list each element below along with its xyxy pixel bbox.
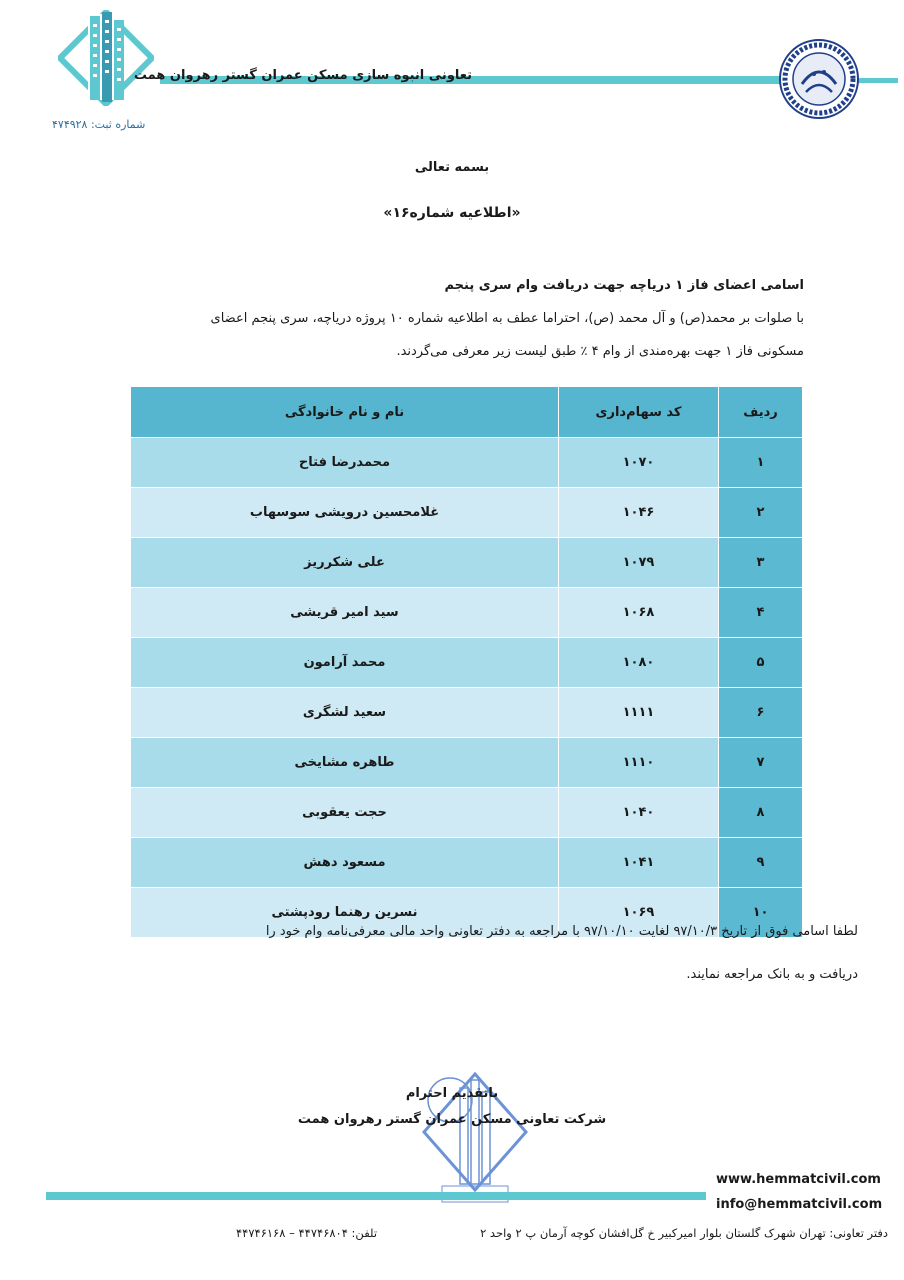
row-index: ۷ bbox=[719, 738, 803, 788]
intro-paragraph-line1: با صلوات بر محمد(ص) و آل محمد (ص)، احتراما عطف به اطلاعیه شماره ۱۰ پروژه دریاچه، سری پنجم اعضای bbox=[210, 311, 804, 326]
row-index: ۲ bbox=[719, 488, 803, 538]
row-name: سعید لشگری bbox=[131, 688, 559, 738]
row-code: ۱۰۷۹ bbox=[559, 538, 719, 588]
members-table bbox=[130, 387, 803, 938]
row-code: ۱۰۴۰ bbox=[559, 788, 719, 838]
table-row bbox=[131, 688, 803, 738]
row-index: ۶ bbox=[719, 688, 803, 738]
header-code: کد سهام‌داری bbox=[559, 387, 719, 438]
notice-subject: اسامی اعضای فاز ۱ دریاچه جهت دریافت وام سری پنجم bbox=[444, 278, 804, 293]
row-index: ۴ bbox=[719, 588, 803, 638]
table-row bbox=[131, 638, 803, 688]
website-link[interactable]: www.hemmatcivil.com bbox=[716, 1172, 881, 1187]
cooperative-logo-icon bbox=[58, 10, 154, 106]
table-row bbox=[131, 538, 803, 588]
row-index: ۵ bbox=[719, 638, 803, 688]
bismillah-heading: بسمه تعالی bbox=[414, 160, 490, 175]
table-row bbox=[131, 438, 803, 488]
registration-number: شماره ثبت: ۴۷۴۹۲۸ bbox=[52, 118, 146, 131]
signatory-company: شرکت تعاونی مسکن عمران گستر رهروان همت bbox=[297, 1112, 607, 1127]
row-code: ۱۰۴۱ bbox=[559, 838, 719, 888]
office-address: دفتر تعاونی: تهران شهرک گلستان بلوار امیرکبیر خ گل‌افشان کوچه آرمان پ ۲ واحد ۲ bbox=[480, 1226, 888, 1240]
email-link[interactable]: info@hemmatcivil.com bbox=[716, 1197, 883, 1212]
intro-paragraph-line2: مسکونی فاز ۱ جهت بهره‌مندی از وام ۴ ٪ طبق لیست زیر معرفی می‌گردند. bbox=[396, 344, 804, 359]
row-name: نسرین رهنما رودپشتی bbox=[131, 888, 559, 938]
table-row bbox=[131, 488, 803, 538]
row-index: ۳ bbox=[719, 538, 803, 588]
row-index: ۱ bbox=[719, 438, 803, 488]
row-name: طاهره مشایخی bbox=[131, 738, 559, 788]
row-name: محمد آرامون bbox=[131, 638, 559, 688]
phone-numbers: تلفن: ۴۴۷۴۶۸۰۴ – ۴۴۷۴۶۱۶۸ bbox=[236, 1226, 378, 1240]
regards-text: باتقدیم احترام bbox=[405, 1086, 499, 1101]
row-index: ۱۰ bbox=[719, 888, 803, 938]
table-row bbox=[131, 838, 803, 888]
row-name: سید امیر قریشی bbox=[131, 588, 559, 638]
row-code: ۱۰۴۶ bbox=[559, 488, 719, 538]
row-index: ۸ bbox=[719, 788, 803, 838]
row-name: مسعود دهش bbox=[131, 838, 559, 888]
row-name: محمدرضا فتاح bbox=[131, 438, 559, 488]
row-code: ۱۱۱۱ bbox=[559, 688, 719, 738]
table-row bbox=[131, 588, 803, 638]
row-name: علی شکرریز bbox=[131, 538, 559, 588]
company-title: تعاونی انبوه سازی مسکن عمران گستر رهروان همت bbox=[133, 68, 472, 83]
table-row bbox=[131, 738, 803, 788]
table-row bbox=[131, 788, 803, 838]
row-code: ۱۰۶۸ bbox=[559, 588, 719, 638]
header-index: ردیف bbox=[719, 387, 803, 438]
row-index: ۹ bbox=[719, 838, 803, 888]
row-code: ۱۰۷۰ bbox=[559, 438, 719, 488]
row-code: ۱۰۶۹ bbox=[559, 888, 719, 938]
header-name: نام و نام خانوادگی bbox=[131, 387, 559, 438]
closing-paragraph-line1: لطفا اسامی فوق از تاریخ ۹۷/۱۰/۳ لغایت ۹۷/۱۰/۱۰ با مراجعه به دفتر تعاونی واحد مالی معرفی‌نامه وام خود را bbox=[265, 924, 858, 939]
table-header-row bbox=[131, 387, 803, 438]
closing-paragraph-line2: دریافت و به بانک مراجعه نمایند. bbox=[686, 967, 858, 982]
notice-title: «اطلاعیه شماره۱۶» bbox=[383, 205, 521, 221]
row-name: غلامحسین درویشی سوسهاب bbox=[131, 488, 559, 538]
row-name: حجت یعقوبی bbox=[131, 788, 559, 838]
footer-divider bbox=[46, 1192, 706, 1200]
row-code: ۱۱۱۰ bbox=[559, 738, 719, 788]
row-code: ۱۰۸۰ bbox=[559, 638, 719, 688]
association-seal-icon bbox=[778, 38, 860, 120]
